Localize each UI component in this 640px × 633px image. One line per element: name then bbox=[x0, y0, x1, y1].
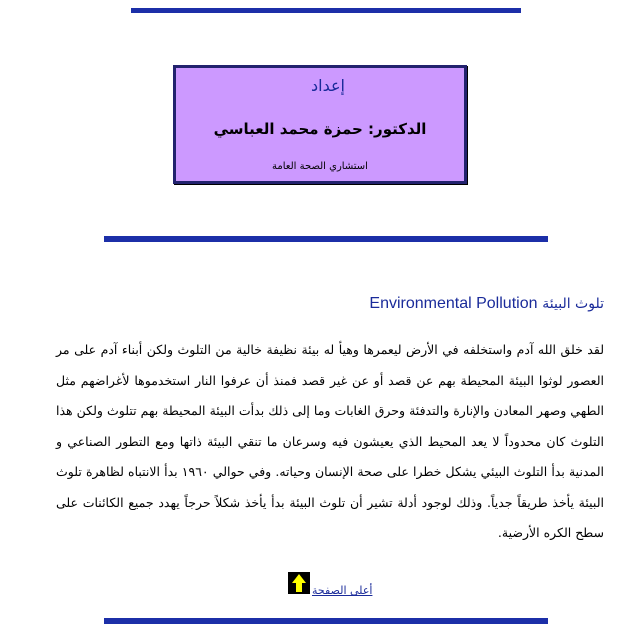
section-heading bbox=[369, 294, 604, 313]
top-divider bbox=[131, 8, 521, 13]
up-arrow-icon[interactable] bbox=[288, 572, 310, 594]
section-title-arabic: تلوث البيئة bbox=[542, 296, 604, 312]
section-title-english: Environmental Pollution bbox=[369, 295, 538, 312]
middle-divider bbox=[104, 236, 548, 242]
author-box bbox=[173, 65, 467, 184]
prepared-by-label: إعداد bbox=[311, 76, 345, 95]
bottom-divider bbox=[104, 618, 548, 624]
author-name: الدكتور: حمزة محمد العباسي bbox=[213, 120, 427, 138]
author-title: استشاري الصحة العامة bbox=[272, 161, 368, 172]
back-to-top-link[interactable]: أعلى الصفحة bbox=[312, 584, 373, 597]
body-paragraph: لقد خلق الله آدم واستخلفه في الأرض ليعمرها وهيأ له بيئة نظيفة خالية من التلوث ولكن أبناء آدم على مر العصور لوثوا البيئة المحيطة بهم عن قصد أو عن غير قصد فمنذ أن عرفوا النار استخدموها لأغراضهم مثل الطهي وصهر المعادن والإنارة والتدفئة وحرق الغابات وما إلى ذلك بدأت البيئة المحيطة بهم تتلوث ولكن هذا التلوث كان محدوداً لا يعد المحيط الذي يعيشون فيه وسرعان ما تنقي البيئة ذاتها ومع التطور الصناعي و المدنية بدأ التلوث البيئي يشكل خطرا على صحة الإنسان وحياته. وفي حوالي ١٩٦٠ بدأ الانتباه لظاهرة تلوث البيئة يأخذ طريقاً جدياً. وذلك لوجود أدلة تشير أن تلوث البيئة بدأ يأخذ شكلاً حرجاً يهدد جميع الكائنات على سطح الكره الأرضية. bbox=[56, 342, 604, 540]
back-to-top[interactable] bbox=[284, 571, 374, 601]
